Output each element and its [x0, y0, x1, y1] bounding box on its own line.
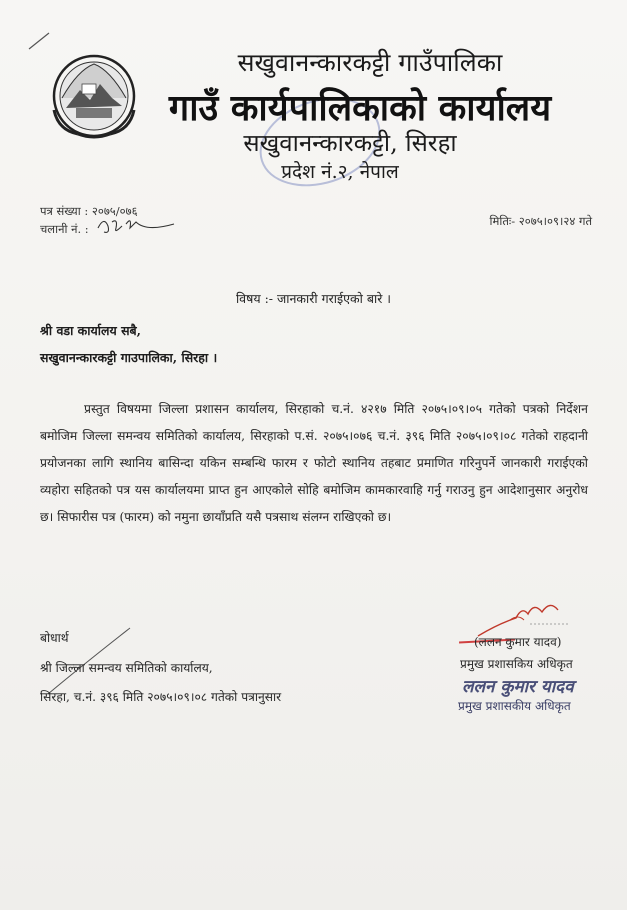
letter-date: मितिः- २०७५।०९।२४ गते — [489, 214, 592, 228]
stamp-name: ललन कुमार यादव — [462, 677, 574, 697]
pen-mark — [28, 32, 50, 50]
dispatch-number-handwritten — [96, 214, 176, 236]
dispatch-number: चलानी नं. : — [40, 222, 89, 236]
municipality-name: सखुवानन्कारकट्टी गाउँपालिका — [237, 48, 503, 77]
body-paragraph: प्रस्तुत विषयमा जिल्ला प्रशासन कार्यालय, सिरहाको च.नं. ४२१७ मिति २०७५।०९।०५ गतेको पत्रको निर्देशन बमोजिम जिल्ला समन्वय समितिको कार्यालय, सिरहाको प.सं. २०७५।०७६ च.नं. ३९६ मिति २०७५।०९।०८ गतेको राहदानी प्रयोजनका लागि स्थानिय बासिन्दा यकिन सम्बन्धि फारम र फोटो स्थानिय तहबाट प्रमाणित गरिनुपर्ने जानकारी गराईएको व्यहोरा सहितको पत्र यस कार्यालयमा प्राप्त हुन आएकोले सोहि बमोजिम कामकारवाहि गर्नु गराउनु हुन आदेशानुसार अनुरोध छ। सिफारीस पत्र (फारम) को नमुना छायाँप्रति यसै पत्रसाथ संलग्न राखिएको छ। — [40, 402, 588, 524]
cc-recipient: श्री जिल्ला समन्वय समितिको कार्यालय, — [40, 661, 213, 675]
cc-reference: सिरहा, च.नं. ३९६ मिति २०७५।०९।०८ गतेको पत्रानुसार — [40, 690, 282, 704]
emblem-icon — [48, 50, 140, 140]
recipient-line-2: सखुवानन्कारकट्टी गाउपालिका, सिरहा । — [40, 350, 218, 365]
office-title: गाउँ कार्यपालिकाको कार्यालय — [168, 87, 552, 129]
stamp-title: प्रमुख प्रशासकीय अधिकृत — [458, 699, 571, 713]
office-location: सखुवानन्कारकट्टी, सिरहा — [243, 129, 457, 157]
cc-heading: बोधार्थ — [40, 631, 69, 645]
signatory-title: प्रमुख प्रशासकिय अधिकृत — [460, 657, 573, 671]
province: प्रदेश नं.२, नेपाल — [281, 161, 399, 183]
signatory-name: (ललन कुमार यादव) — [474, 635, 562, 649]
subject-line: विषय :- जानकारी गराईएको बारे । — [235, 291, 392, 306]
recipient-line-1: श्री वडा कार्यालय सबै, — [40, 323, 142, 338]
letter-number: पत्र संख्या : २०७५/०७६ — [40, 204, 138, 218]
